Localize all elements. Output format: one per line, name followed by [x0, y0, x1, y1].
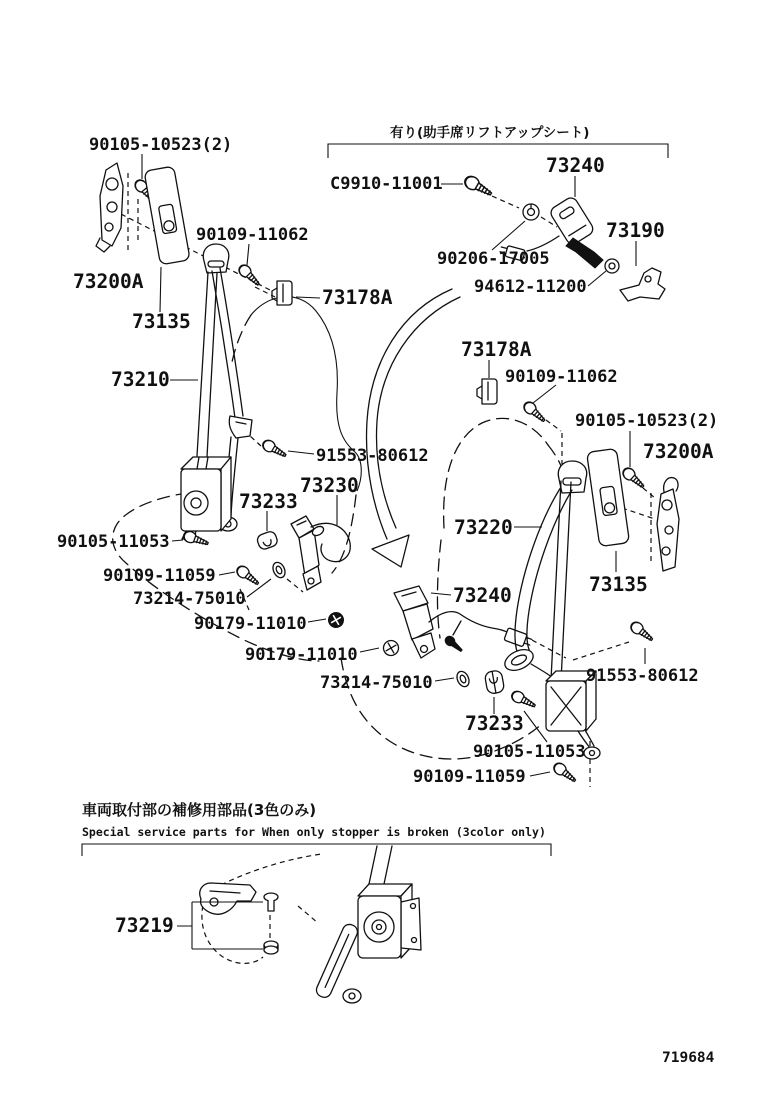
- part-label-73135-left: 73135: [132, 310, 191, 333]
- screw-90105-right-icon: [620, 466, 646, 491]
- part-label-73240-middle: 73240: [453, 584, 512, 607]
- retractor-73210: [181, 457, 231, 539]
- part-label-c9910-11001: C9910-11001: [330, 174, 443, 194]
- part-label-90179-11010-1: 90179-11010: [194, 614, 307, 634]
- screw-91553-left-icon: [261, 438, 289, 460]
- ring-94612-icon: [605, 259, 619, 273]
- part-label-73233-left: 73233: [239, 490, 298, 513]
- part-label-90179-11010-2: 90179-11010: [245, 645, 358, 665]
- part-label-90206-17005: 90206-17005: [437, 249, 550, 269]
- adjuster-73200a-left: [96, 163, 123, 252]
- bolt-c9910-icon: [462, 174, 494, 200]
- screw-90105-11053-right-icon: [510, 689, 538, 711]
- part-label-91553-80612-left: 91553-80612: [316, 446, 429, 466]
- retractor-bottom: [358, 846, 421, 958]
- part-label-90109-11062-right: 90109-11062: [505, 367, 618, 387]
- hook-73190: [620, 268, 665, 301]
- part-label-73220: 73220: [454, 516, 513, 539]
- strip-73135-left: [144, 166, 190, 265]
- liftup-note: 有り(助手席リフトアップシート): [390, 125, 590, 141]
- part-label-73200a-right: 73200A: [643, 440, 714, 463]
- part-label-73233-right: 73233: [465, 712, 524, 735]
- grommet-90179-1-icon: [327, 611, 345, 629]
- bolt-black-icon: [443, 634, 464, 654]
- part-label-90105-11053-right: 90105-11053: [473, 742, 586, 762]
- clip-73178a-left: [272, 281, 292, 305]
- part-label-73178a-left: 73178A: [322, 286, 393, 309]
- seat-outline-right: [341, 418, 563, 759]
- part-label-94612-11200: 94612-11200: [474, 277, 587, 297]
- part-label-90109-11059-right: 90109-11059: [413, 767, 526, 787]
- part-label-73210: 73210: [111, 368, 170, 391]
- adjuster-73200a-right: [657, 478, 679, 571]
- washer-73214-right-icon: [455, 669, 472, 688]
- part-label-73200a-left: 73200A: [73, 270, 144, 293]
- part-label-73240-top: 73240: [546, 154, 605, 177]
- pillar-strip-bottom: [314, 922, 361, 1003]
- screw-91553-right-icon: [628, 620, 655, 644]
- part-label-90105-10523-left: 90105-10523(2): [89, 135, 233, 155]
- part-label-90109-11062-left: 90109-11062: [196, 225, 309, 245]
- part-label-73214-75010-right: 73214-75010: [320, 673, 433, 693]
- screw-90109-left-icon: [237, 263, 263, 289]
- belt-73220: [502, 461, 587, 683]
- part-label-90105-11053-left: 90105-11053: [57, 532, 170, 552]
- part-label-90109-11059-left: 90109-11059: [103, 566, 216, 586]
- service-note-en: Special service parts for When only stopper is broken (3color only): [82, 825, 546, 839]
- screw-90109-11059-left-icon: [234, 564, 261, 588]
- part-label-90105-10523-right: 90105-10523(2): [575, 411, 719, 431]
- figure-number: 719684: [662, 1050, 715, 1066]
- part-label-73178a-right: 73178A: [461, 338, 532, 361]
- wire-harness-middle: [429, 612, 533, 654]
- part-label-73230: 73230: [300, 474, 359, 497]
- buckle-73230: [291, 516, 350, 590]
- variant-arrow: [367, 289, 460, 567]
- part-label-73190: 73190: [606, 219, 665, 242]
- part-label-91553-80612-right: 91553-80612: [586, 666, 699, 686]
- clip-73233-left: [256, 530, 279, 551]
- service-section-bracket: [82, 844, 551, 856]
- strip-73135-right: [587, 448, 630, 546]
- screw-90109-11059-right-icon: [551, 761, 578, 785]
- washer-73214-left-icon: [271, 560, 288, 579]
- part-label-73214-75010-left: 73214-75010: [133, 589, 246, 609]
- part-label-73219: 73219: [115, 914, 174, 937]
- grommet-90179-2-icon: [382, 639, 400, 657]
- rivet-pin-icon: [264, 893, 278, 911]
- anchor-73219: [200, 883, 278, 954]
- ring-90206-icon: [523, 204, 539, 220]
- service-note-ja: 車両取付部の補修用部品(3色のみ): [82, 801, 317, 819]
- part-label-73135-right: 73135: [589, 573, 648, 596]
- clip-73233-right: [484, 670, 505, 695]
- liftup-section-bracket: [328, 144, 668, 158]
- nut-icon: [264, 941, 278, 954]
- screw-90109-right-icon: [521, 400, 547, 425]
- clip-73178a-right: [477, 379, 497, 404]
